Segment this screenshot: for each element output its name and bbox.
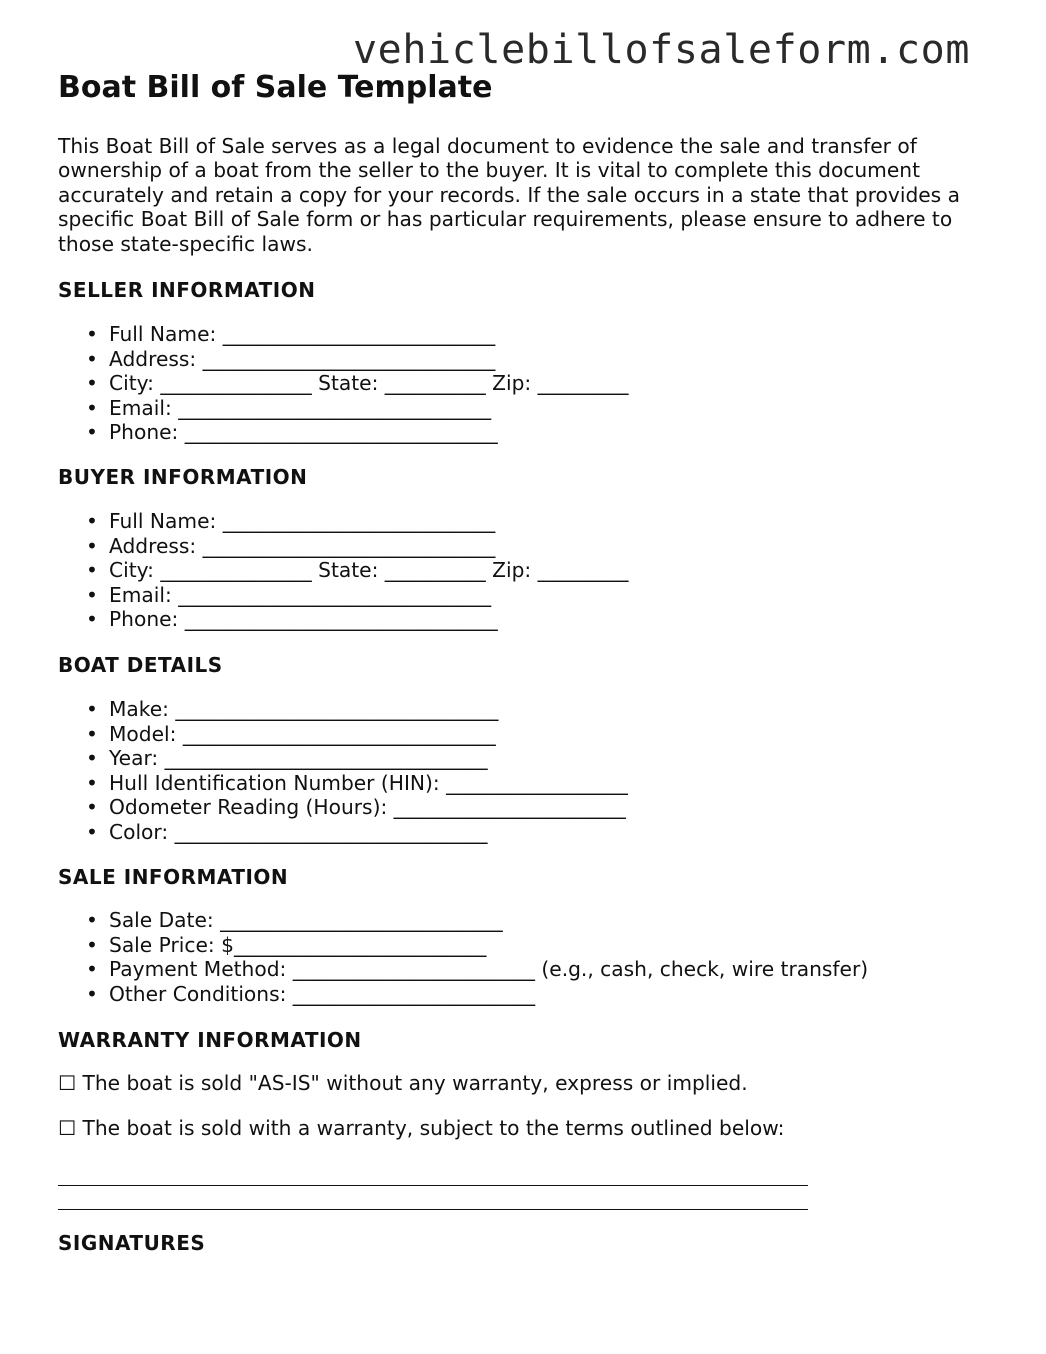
page-title: Boat Bill of Sale Template: [58, 70, 493, 105]
warranty-terms-line-2[interactable]: [58, 1209, 808, 1210]
payment-method-field[interactable]: • Payment Method: ________________________ (e.g., cash, check, wire transfer): [58, 957, 868, 982]
buyer-phone-field[interactable]: • Phone: _______________________________: [58, 607, 628, 632]
buyer-full-name-field[interactable]: • Full Name: ___________________________: [58, 509, 628, 534]
boat-fields: [58, 697, 628, 845]
site-watermark: vehiclebillofsaleform.com: [353, 27, 971, 73]
boat-year-field[interactable]: • Year: ________________________________: [58, 746, 628, 771]
warranty-heading: WARRANTY INFORMATION: [58, 1028, 362, 1052]
sale-fields: [58, 908, 868, 1006]
sale-price-field[interactable]: • Sale Price: $_________________________: [58, 933, 868, 958]
seller-address-field[interactable]: • Address: _____________________________: [58, 347, 628, 372]
seller-phone-field[interactable]: • Phone: _______________________________: [58, 420, 628, 445]
seller-city-state-zip-field[interactable]: • City: _______________ State: __________ Zip: _________: [58, 371, 628, 396]
seller-full-name-field[interactable]: • Full Name: ___________________________: [58, 322, 628, 347]
warranty-terms-line-1[interactable]: [58, 1185, 808, 1186]
boat-model-field[interactable]: • Model: _______________________________: [58, 722, 628, 747]
sale-heading: SALE INFORMATION: [58, 865, 289, 889]
boat-hin-field[interactable]: • Hull Identification Number (HIN): __________________: [58, 771, 628, 796]
boat-make-field[interactable]: • Make: ________________________________: [58, 697, 628, 722]
boat-heading: BOAT DETAILS: [58, 653, 223, 677]
as-is-checkbox-option[interactable]: ☐ The boat is sold "AS-IS" without any warranty, express or implied.: [58, 1071, 748, 1095]
buyer-fields: [58, 509, 628, 632]
sale-date-field[interactable]: • Sale Date: ____________________________: [58, 908, 868, 933]
signatures-heading: SIGNATURES: [58, 1231, 206, 1255]
seller-heading: SELLER INFORMATION: [58, 278, 316, 302]
boat-hours-field[interactable]: • Odometer Reading (Hours): _______________________: [58, 795, 628, 820]
seller-email-field[interactable]: • Email: _______________________________: [58, 396, 628, 421]
intro-paragraph: This Boat Bill of Sale serves as a legal document to evidence the sale and transfer of ownership of a boat from the seller to the buyer. It is vital to complete this document accurately and retain a copy for your records. If the sale occurs in a state that provides a specific Boat Bill of Sale form or has particular requirements, please ensure to adhere to those state-specific laws.: [58, 134, 960, 256]
buyer-heading: BUYER INFORMATION: [58, 465, 308, 489]
buyer-city-state-zip-field[interactable]: • City: _______________ State: __________ Zip: _________: [58, 558, 628, 583]
boat-color-field[interactable]: • Color: _______________________________: [58, 820, 628, 845]
seller-fields: [58, 322, 628, 445]
other-conditions-field[interactable]: • Other Conditions: ________________________: [58, 982, 868, 1007]
buyer-address-field[interactable]: • Address: _____________________________: [58, 534, 628, 559]
warranty-checkbox-option[interactable]: ☐ The boat is sold with a warranty, subject to the terms outlined below:: [58, 1116, 785, 1140]
buyer-email-field[interactable]: • Email: _______________________________: [58, 583, 628, 608]
